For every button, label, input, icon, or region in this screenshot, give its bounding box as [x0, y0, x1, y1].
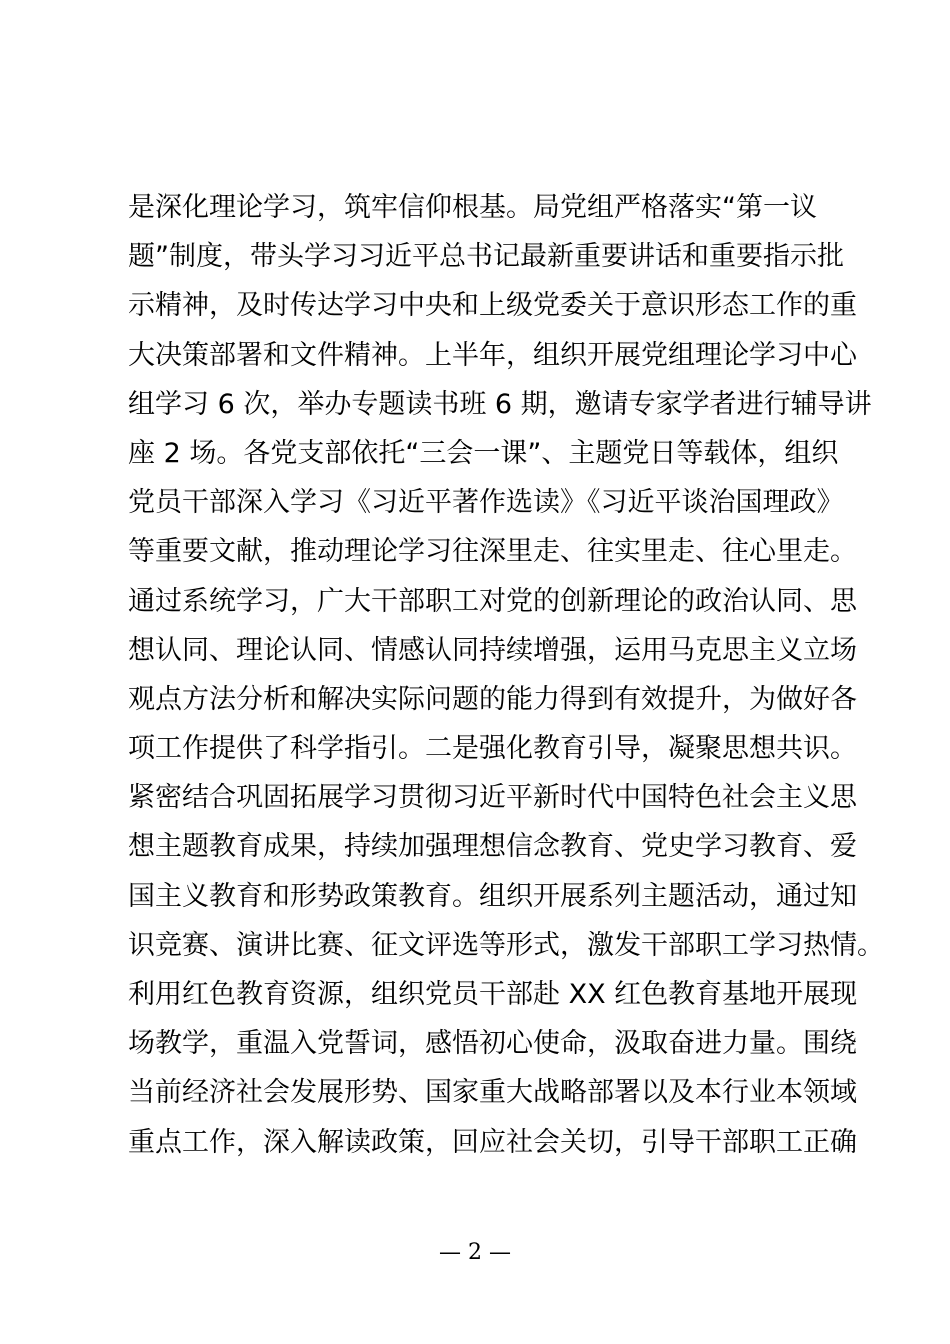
- text-line: 识竞赛、演讲比赛、征文评选等形式，激发干部职工学习热情。: [128, 929, 884, 961]
- text-line: 党员干部深入学习《习近平著作选读》《习近平谈治国理政》: [128, 487, 844, 519]
- text-line: 等重要文献，推动理论学习往深里走、往实里走、往心里走。: [128, 536, 857, 568]
- text-line: 组学习 6 次，举办专题读书班 6 期，邀请专家学者进行辅导讲: [128, 388, 872, 420]
- text-line: 大决策部署和文件精神。上半年，组织开展党组理论学习中心: [128, 339, 857, 371]
- text-line: 想主题教育成果，持续加强理想信念教育、党史学习教育、爱: [128, 831, 857, 863]
- text-line: 观点方法分析和解决实际问题的能力得到有效提升，为做好各: [128, 683, 857, 715]
- text-line: 利用红色教育资源，组织党员干部赴 XX 红色教育基地开展现: [128, 979, 858, 1010]
- text-line: 当前经济社会发展形势、国家重大战略部署以及本行业本领域: [128, 1077, 857, 1109]
- text-line: 题”制度，带头学习习近平总书记最新重要讲话和重要指示批: [128, 241, 844, 273]
- text-line: 是深化理论学习，筑牢信仰根基。局党组严格落实“第一议: [128, 192, 817, 223]
- body-paragraph: [128, 183, 884, 1167]
- text-line: 项工作提供了科学指引。二是强化教育引导，凝聚思想共识。: [128, 733, 857, 765]
- text-line: 座 2 场。各党支部依托“三会一课”、主题党日等载体，组织: [128, 437, 839, 469]
- page-number: — 2 —: [439, 1240, 511, 1265]
- text-line: 通过系统学习，广大干部职工对党的创新理论的政治认同、思: [128, 585, 857, 617]
- text-line: 紧密结合巩固拓展学习贯彻习近平新时代中国特色社会主义思: [128, 782, 857, 814]
- text-line: 重点工作，深入解读政策，回应社会关切，引导干部职工正确: [128, 1126, 857, 1158]
- text-line: 场教学，重温入党誓词，感悟初心使命，汲取奋进力量。围绕: [128, 1028, 857, 1060]
- text-line: 示精神，及时传达学习中央和上级党委关于意识形态工作的重: [128, 290, 857, 322]
- text-line: 国主义教育和形势政策教育。组织开展系列主题活动，通过知: [128, 880, 857, 912]
- text-line: 想认同、理论认同、情感认同持续增强，运用马克思主义立场: [128, 634, 857, 666]
